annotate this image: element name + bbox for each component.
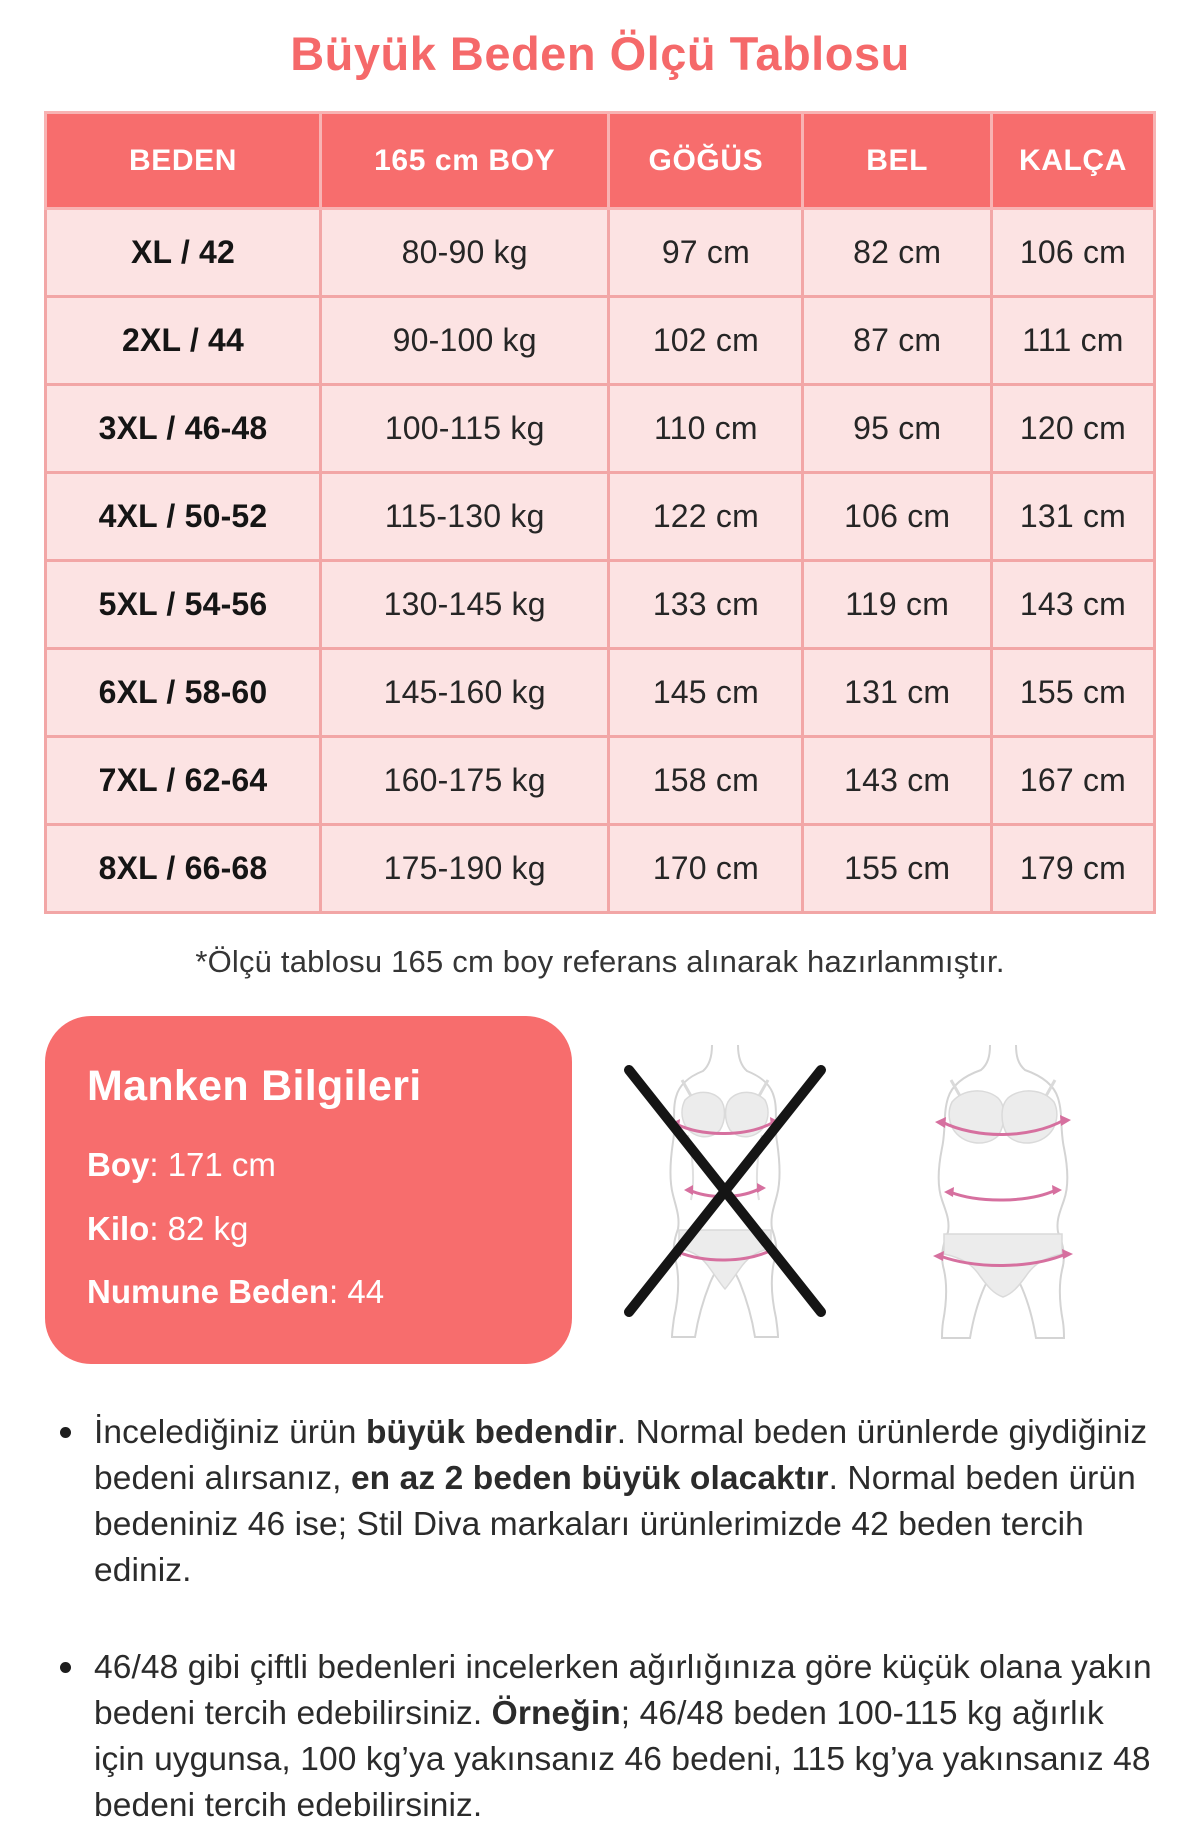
weight-cell: 90-100 kg (321, 297, 609, 385)
size-table (44, 111, 1156, 914)
weight-cell: 145-160 kg (321, 649, 609, 737)
model-weight-field (87, 1207, 530, 1251)
weight-cell: 160-175 kg (321, 737, 609, 825)
size-cell: 5XL / 54-56 (46, 561, 321, 649)
waist-cell: 95 cm (803, 385, 992, 473)
size-cell: XL / 42 (46, 209, 321, 297)
chest-cell: 158 cm (609, 737, 803, 825)
note-item-double-sizes (58, 1645, 1152, 1829)
weight-cell: 175-190 kg (321, 825, 609, 913)
table-row (46, 473, 1155, 561)
field-label: Boy (87, 1146, 150, 1183)
field-label: Kilo (87, 1209, 150, 1247)
note-text: . Normal beden ürünlerde giydiğiniz bedeni alırsanız, (94, 1413, 1148, 1497)
header-row (46, 113, 1155, 209)
column-header-kalca: KALÇA (991, 113, 1154, 209)
note-text-bold: büyük bedendir (365, 1413, 617, 1451)
column-header-beden: BEDEN (46, 113, 321, 209)
waist-cell: 131 cm (803, 649, 992, 737)
table-row (46, 297, 1155, 385)
model-sample-size-field (87, 1270, 530, 1314)
weight-cell: 115-130 kg (321, 473, 609, 561)
table-row (46, 825, 1155, 913)
chest-cell: 145 cm (609, 649, 803, 737)
column-header-bel: BEL (803, 113, 992, 209)
hip-cell: 155 cm (991, 649, 1154, 737)
table-row (46, 385, 1155, 473)
chest-cell: 122 cm (609, 473, 803, 561)
field-value: 44 (347, 1273, 385, 1311)
size-cell: 6XL / 58-60 (46, 649, 321, 737)
waist-cell: 87 cm (803, 297, 992, 385)
size-cell: 4XL / 50-52 (46, 473, 321, 561)
field-value: 171 cm (167, 1146, 276, 1183)
measurement-figures (572, 1040, 1155, 1340)
size-notes-list (58, 1410, 1152, 1829)
correct-measurement-figure-icon (887, 1040, 1119, 1340)
note-text-bold: Örneğin (491, 1694, 621, 1732)
field-separator: : (149, 1209, 168, 1247)
model-info-title: Manken Bilgileri (87, 1062, 422, 1110)
waist-cell: 143 cm (803, 737, 992, 825)
note-text: ; 46/48 beden 100-115 kg ağırlık için uygunsa, 100 kg’ya yakınsanız 46 bedeni, 115 kg’ya yakınsanız 48 bedeni tercih edebilirsiniz. (94, 1694, 1151, 1825)
size-cell: 7XL / 62-64 (46, 737, 321, 825)
field-value: 82 kg (167, 1209, 249, 1247)
note-text: . Normal beden ürün bedeniniz 46 ise; Stil Diva markaları ürünlerimizde 42 beden tercih ediniz. (94, 1459, 1136, 1590)
hip-cell: 143 cm (991, 561, 1154, 649)
size-table-header (46, 113, 1155, 209)
chest-cell: 97 cm (609, 209, 803, 297)
hip-cell: 179 cm (991, 825, 1154, 913)
page-title: Büyük Beden Ölçü Tablosu (290, 27, 910, 80)
hip-cell: 167 cm (991, 737, 1154, 825)
table-row (46, 209, 1155, 297)
chest-cell: 170 cm (609, 825, 803, 913)
note-text: 46/48 gibi çiftli bedenleri incelerken ağırlığınıza göre küçük olana yakın bedeni tercih edebilirsiniz. (94, 1648, 1152, 1732)
weight-cell: 80-90 kg (321, 209, 609, 297)
table-row (46, 737, 1155, 825)
chest-cell: 110 cm (609, 385, 803, 473)
chest-cell: 102 cm (609, 297, 803, 385)
size-cell: 8XL / 66-68 (46, 825, 321, 913)
waist-cell: 82 cm (803, 209, 992, 297)
table-footnote: *Ölçü tablosu 165 cm boy referans alınarak hazırlanmıştır. (195, 944, 1005, 979)
note-text-bold: en az 2 beden büyük olacaktır (350, 1459, 829, 1497)
hip-cell: 106 cm (991, 209, 1154, 297)
field-label: Numune Beden (87, 1273, 330, 1311)
size-cell: 2XL / 44 (46, 297, 321, 385)
size-guide-page (0, 26, 1200, 1829)
table-row (46, 561, 1155, 649)
weight-cell: 100-115 kg (321, 385, 609, 473)
wrong-measurement-figure-icon (609, 1040, 841, 1340)
model-info-section (45, 1016, 1155, 1364)
column-header-boy: 165 cm BOY (321, 113, 609, 209)
note-text: İncelediğiniz ürün (94, 1413, 366, 1451)
waist-cell: 119 cm (803, 561, 992, 649)
hip-cell: 131 cm (991, 473, 1154, 561)
size-cell: 3XL / 46-48 (46, 385, 321, 473)
field-separator: : (149, 1146, 168, 1183)
hip-cell: 111 cm (991, 297, 1154, 385)
size-table-body (46, 209, 1155, 913)
waist-cell: 155 cm (803, 825, 992, 913)
note-item-plus-size (58, 1410, 1152, 1595)
model-info-card (45, 1016, 572, 1364)
hip-cell: 120 cm (991, 385, 1154, 473)
column-header-gogus: GÖĞÜS (609, 113, 803, 209)
field-separator: : (329, 1273, 348, 1311)
weight-cell: 130-145 kg (321, 561, 609, 649)
model-height-field (87, 1143, 530, 1187)
waist-cell: 106 cm (803, 473, 992, 561)
chest-cell: 133 cm (609, 561, 803, 649)
table-row (46, 649, 1155, 737)
